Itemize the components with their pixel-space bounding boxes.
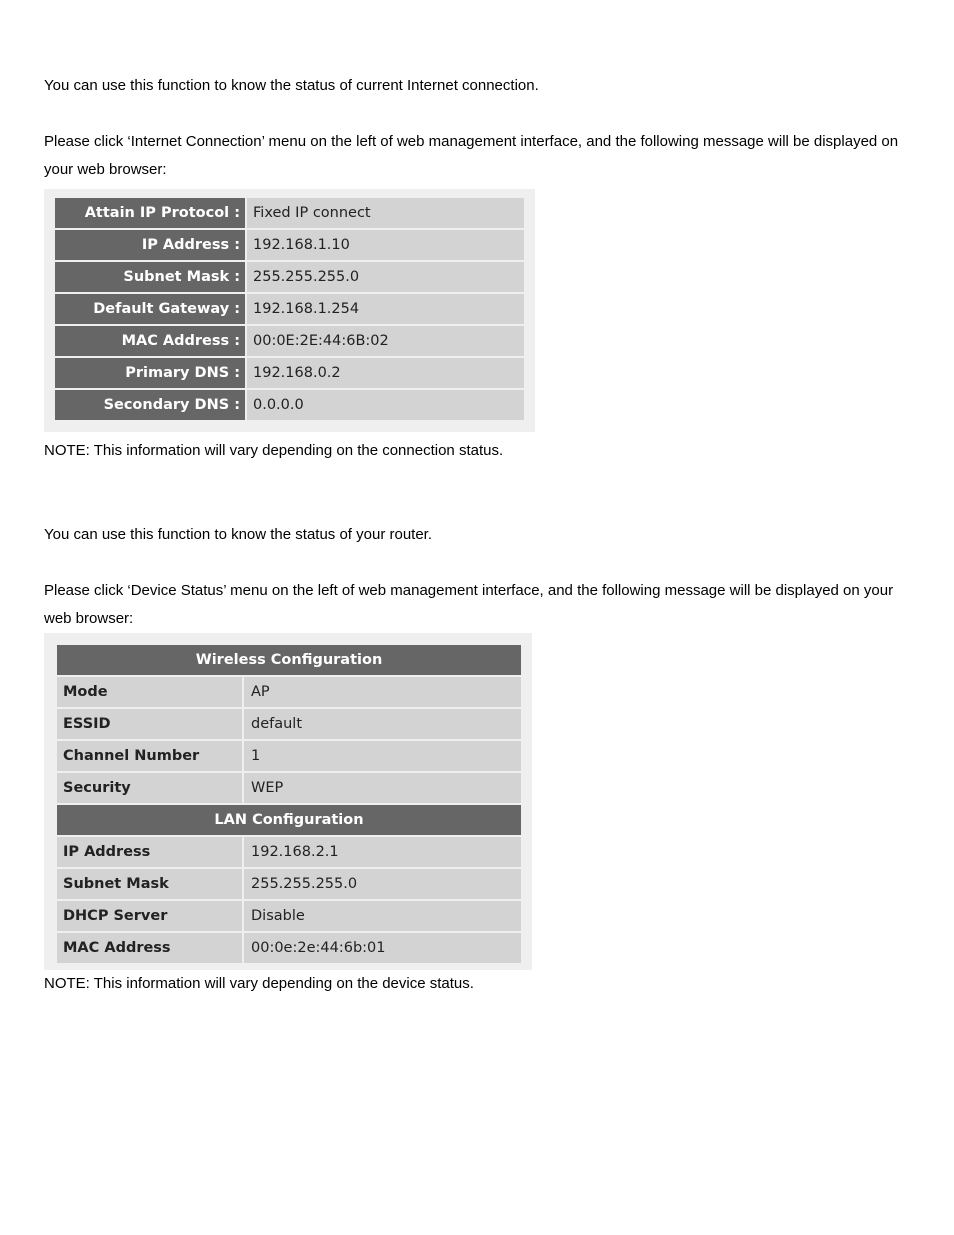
row-value: 00:0e:2e:44:6b:01 [244, 933, 521, 963]
row-label: MAC Address [57, 933, 244, 963]
row-value: 192.168.1.254 [247, 294, 524, 324]
row-label: Security [57, 773, 244, 803]
row-label: DHCP Server [57, 901, 244, 931]
table-row [55, 390, 524, 420]
table-row [57, 741, 521, 771]
section-header-row [57, 805, 521, 835]
row-value: Fixed IP connect [247, 198, 524, 228]
row-label: Attain IP Protocol : [55, 198, 247, 228]
row-value: 255.255.255.0 [244, 869, 521, 899]
table-row [57, 869, 521, 899]
internet-status-intro: You can use this function to know the status of current Internet connection. [44, 77, 539, 94]
row-label: Channel Number [57, 741, 244, 771]
device-status-table [57, 643, 521, 965]
row-label: Subnet Mask [57, 869, 244, 899]
table-row [57, 933, 521, 963]
row-label: IP Address : [55, 230, 247, 260]
table-row [57, 901, 521, 931]
row-label: ESSID [57, 709, 244, 739]
internet-connection-screenshot [44, 189, 535, 432]
row-value: 192.168.0.2 [247, 358, 524, 388]
row-value: AP [244, 677, 521, 707]
device-status-screenshot [44, 633, 532, 970]
row-value: WEP [244, 773, 521, 803]
internet-status-instruction: Please click ‘Internet Connection’ menu on the left of web management interface, and the following message will be displayed on your web browser: [44, 133, 899, 178]
section-header-row [57, 645, 521, 675]
row-label: Subnet Mask : [55, 262, 247, 292]
row-value: default [244, 709, 521, 739]
table-row [57, 773, 521, 803]
row-value: 192.168.2.1 [244, 837, 521, 867]
table-row [57, 709, 521, 739]
connection-note: NOTE: This information will vary depending on the connection status. [44, 442, 504, 459]
row-label: Mode [57, 677, 244, 707]
device-status-intro: You can use this function to know the status of your router. [44, 526, 433, 543]
row-value: Disable [244, 901, 521, 931]
table-row [57, 837, 521, 867]
row-value: 00:0E:2E:44:6B:02 [247, 326, 524, 356]
table-row [55, 198, 524, 228]
internet-connection-table [55, 196, 524, 422]
row-label: Primary DNS : [55, 358, 247, 388]
table-row [55, 262, 524, 292]
table-row [55, 230, 524, 260]
row-value: 192.168.1.10 [247, 230, 524, 260]
row-label: Default Gateway : [55, 294, 247, 324]
row-value: 0.0.0.0 [247, 390, 524, 420]
row-value: 1 [244, 741, 521, 771]
row-label: MAC Address : [55, 326, 247, 356]
table-row [57, 677, 521, 707]
row-value: 255.255.255.0 [247, 262, 524, 292]
row-label: Secondary DNS : [55, 390, 247, 420]
device-note: NOTE: This information will vary depending on the device status. [44, 975, 474, 992]
table-row [55, 358, 524, 388]
lan-configuration-header: LAN Configuration [57, 805, 521, 835]
table-row [55, 326, 524, 356]
table-row [55, 294, 524, 324]
wireless-configuration-header: Wireless Configuration [57, 645, 521, 675]
row-label: IP Address [57, 837, 244, 867]
device-status-instruction: Please click ‘Device Status’ menu on the left of web management interface, and the following message will be displayed on your web browser: [44, 582, 894, 627]
